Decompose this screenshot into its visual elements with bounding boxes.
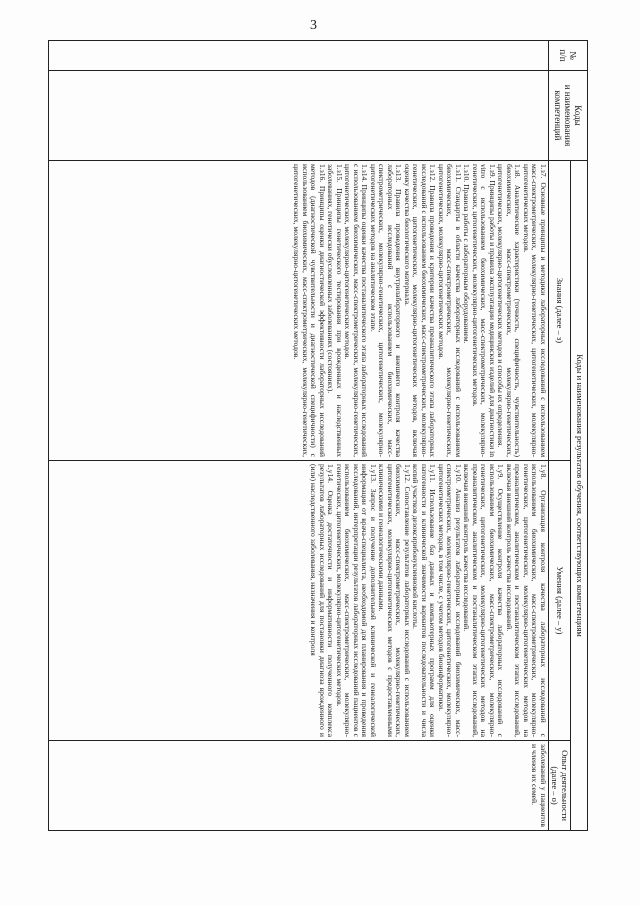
knowledge-item: 1.з15. Принципы генетического тестирования при врожденных и наследственных заболеваниях, генетически обусловленных заболеваниях (состояниях). <box>326 164 344 457</box>
knowledge-item: 1.з16. Принципы оценки диагностической эффективности лабораторных исследований методов (диагностической чувствительности и диагностической специфичности) с использованием биохимических, масс-спектрометрических, молекулярно-генетических, цитогенетических, молекулярно-цитогенетических методов. <box>292 164 327 457</box>
cell-codes <box>49 71 549 161</box>
knowledge-item: 1.з13. Правила проведения внутрилабораторного и внешнего контроля качества лабораторных исследований с использованием биохимических, масс-спектрометрических, молекулярно-генетических, цитогенетических, молекулярно-цитогенетических методов на аналитическом этапе. <box>368 164 404 457</box>
experience-cell <box>49 741 549 831</box>
skills-cell <box>49 461 549 741</box>
knowledge-item: 1.з14. Принципы оценки качества постаналитического этапа лабораторных исследований с использованием биохимических, масс-спектрометрических, молекулярно-генетических, цитогенетических, молекулярно-цитогенетических методов. <box>343 164 370 457</box>
skill-item: 1.у14. Оценка достаточности и информативности полученного комплекса результатов лабораторных исследований для постановки диагноза врожденного и (или) наследственного заболевания, назначения и контроля <box>309 464 336 737</box>
header-codes: Коды и наименования компетенций <box>548 71 587 161</box>
skill-item: 1.у10. Анализ результатов лабораторных исследований биохимических, масс-спектрометрических, молекулярно-генетических, цитогенетических, молекулярно-цитогенетических методов, в том числе, с учетом методов биоинформатики. <box>436 464 463 737</box>
cell-num <box>49 41 549 71</box>
knowledge-item: 1.з11. Стандарты в области качества лабораторных исследований с использованием биохимических, масс-спектрометрических, молекулярно-генетических, цитогенетических, молекулярно-цитогенетических методов. <box>436 164 463 457</box>
skill-item: 1.у12. Сопоставление результатов лабораторных исследований с использованием биохимических, масс-спектрометрических, молекулярно-генетических, цитогенетических, молекулярно-цитогенетических методов с предоставленными клиническими и генеалогическими данными. <box>377 464 412 737</box>
knowledge-item: 1.з9. Принципы работы и правила эксплуатации медицинских изделий для диагностики in vitro с использованием биохимических, масс-спектрометрических, молекулярно-генетических, цитогенетических, молекулярно-цитогенетических методов. <box>470 164 497 457</box>
competencies-table <box>48 40 588 831</box>
rotated-table-wrapper <box>48 40 588 830</box>
skill-item: 1.у9. Осуществление контроля качества лабораторных исследований с использованием биохимических, масс-спектрометрических, молекулярно-генетических, цитогенетических, молекулярно-цитогенетических методов на преаналитическом, аналитическом и постаналитическом этапах исследований, включая внешний контроль качества исследований. <box>462 464 506 737</box>
header-num: № п/п <box>548 41 587 71</box>
header-knowledge: Знания (далее – з) <box>548 161 570 461</box>
header-experience: Опыт деятельности (далее – о) <box>548 741 570 831</box>
knowledge-cell <box>49 161 549 461</box>
knowledge-item: 1.з7. Основные принципы и методики лабораторных исследований с использованием масс-спектрометрических, молекулярно-генетических, цитогенетических, молекулярно-цитогенетических методов. <box>521 164 548 457</box>
page-number: 3 <box>310 18 317 33</box>
knowledge-item: 1.з8. Аналитические характеристики (точность, специфичность, чувствительность) биохимических, масс-спектрометрических, молекулярно-генетических, цитогенетических, молекулярно-цитогенетических методов и способы их определения. <box>496 164 523 457</box>
experience-text: заболеваний у пациентов и членов их семей. <box>530 744 548 828</box>
skill-item: 1.у8. Организация контроля качества лабораторных исследований с использованием биохимических, масс-спектрометрических, молекулярно-генетических, цитогенетических, молекулярно-цитогенетических методов на преаналитическом, аналитическом и постаналитическом этапах исследований, включая внешний контроль качества исследований. <box>504 464 548 737</box>
knowledge-item: 1.з10. Правила работы с лабораторным оборудованием. <box>462 164 472 344</box>
skill-item: 1.у13. Запрос и получение дополнительной клинической и генеалогической информации от врача-специалиста, необходимой для планирования и проведения исследований, интерпретации результатов лабораторных исследований пациентов с использованием биохимических, масс-спектрометрических, молекулярно-генетических, цитогенетических, молекулярно-цитогенетических методов. <box>334 464 378 737</box>
knowledge-item: 1.з12. Правила проведения и критерии качества преаналитического этапа лабораторных исследований с использованием биохимических, масс-спектрометрических, молекулярно-генетических, цитогенетических, молекулярно-цитогенетических методов, включая оценку качества биологического материала. <box>402 164 438 457</box>
skill-item: 1.у11. Использование баз данных и компьютерных программ для оценки патогенности и клинической значимости вариантов последовательности и числа копий участков дезоксирибонуклеиновой кислоты. <box>411 464 438 737</box>
header-results: Коды и наименования результатов обучения, соответствующих компетенциям <box>571 161 588 831</box>
header-skills: Умения (далее – у) <box>548 461 570 741</box>
